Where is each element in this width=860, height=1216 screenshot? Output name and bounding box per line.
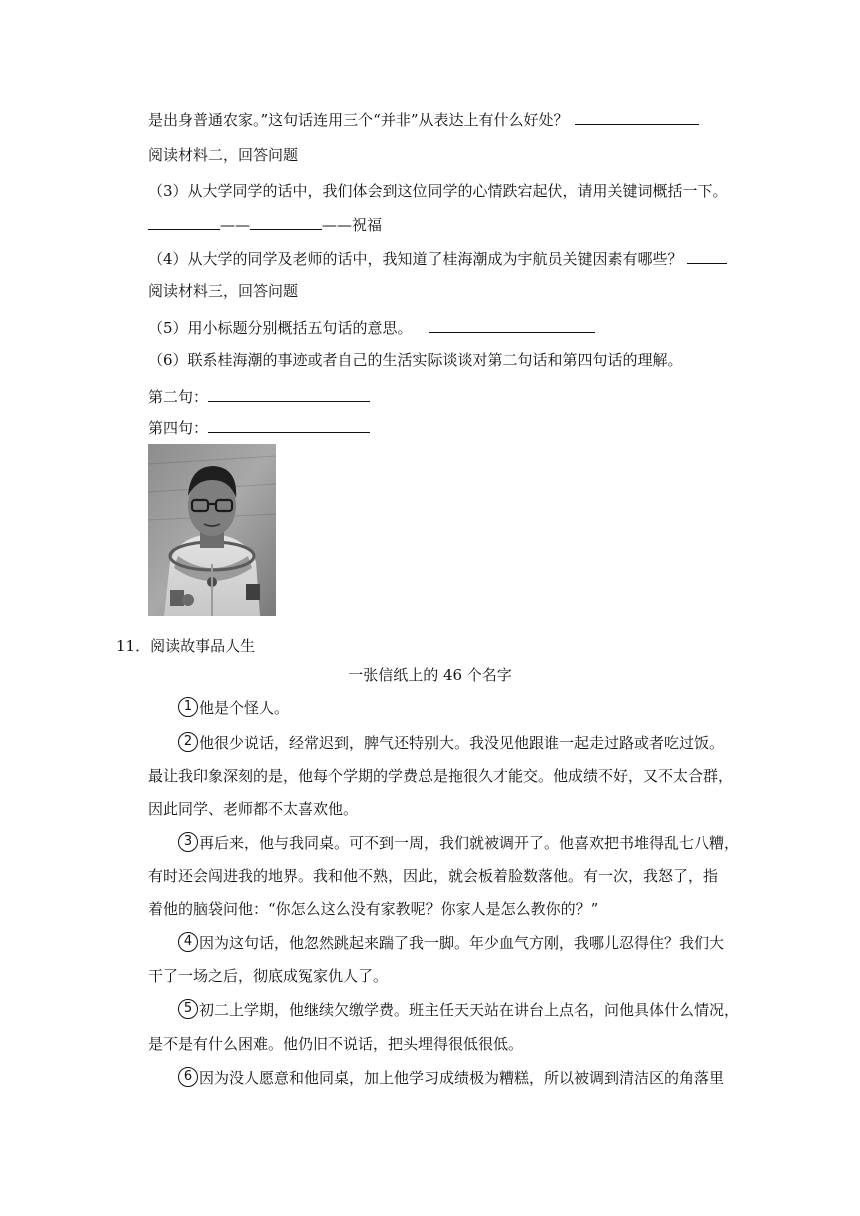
- question-5: [148, 316, 595, 338]
- paragraph-number: 3: [178, 832, 198, 852]
- answer-blank[interactable]: [575, 108, 699, 125]
- paragraph-number: 4: [178, 932, 198, 952]
- paragraph-2-line-3: 因此同学、老师都不太喜欢他。: [148, 800, 359, 818]
- section-instruction: 阅读材料三，回答问题: [148, 282, 299, 300]
- question-line-continuation: [148, 108, 699, 130]
- paragraph-5-line-2: 是不是有什么困难。他仍旧不说话，把头埋得很低很低。: [148, 1035, 524, 1053]
- answer-blank[interactable]: [687, 247, 727, 264]
- paragraph-3-line-2: 有时还会闯进我的地界。我和他不熟，因此，就会板着脸数落他。有一次，我怒了，指: [148, 867, 719, 885]
- dash-blessing: ——祝福: [322, 216, 383, 234]
- dash-separator: ——: [220, 216, 250, 234]
- paragraph-4-line-1: [178, 933, 724, 954]
- section-instruction: 阅读材料二，回答问题: [148, 146, 299, 164]
- paragraph-2-line-1: [178, 733, 724, 754]
- paragraph-4-line-2: 干了一场之后，彻底成冤家仇人了。: [148, 967, 389, 985]
- fourth-sentence-answer: [148, 416, 370, 438]
- question-text: 是出身普通农家。”这句话连用三个“并非”从表达上有什么好处？: [148, 111, 569, 129]
- paragraph-number: 6: [178, 1067, 198, 1087]
- paragraph-text: 初二上学期，他继续欠缴学费。班主任天天站在讲台上点名，问他具体什么情况，: [199, 1001, 740, 1019]
- question-5-text: （5）用小标题分别概括五句话的意思。: [148, 319, 413, 337]
- question-11-heading: 11．阅读故事品人生: [116, 637, 256, 655]
- paragraph-3-line-3: 着他的脑袋问他：“你怎么这么没有家教呢？你家人是怎么教你的？”: [148, 900, 599, 918]
- paragraph-number: 5: [178, 999, 198, 1019]
- answer-blank-2[interactable]: [250, 213, 322, 230]
- paragraph-text: 他很少说话，经常迟到，脾气还特别大。我没见他跟谁一起走过路或者吃过饭。: [199, 734, 725, 752]
- paragraph-6-line-1: [178, 1068, 724, 1089]
- paragraph-3-line-1: [178, 833, 739, 854]
- answer-label: 第二句：: [148, 388, 209, 406]
- question-3: （3）从大学同学的话中，我们体会到这位同学的心情跌宕起伏，请用关键词概括一下。: [148, 182, 728, 200]
- astronaut-photo: [148, 444, 276, 616]
- paragraph-number: 1: [178, 697, 198, 717]
- answer-blank[interactable]: [429, 316, 595, 333]
- answer-blank-1[interactable]: [148, 213, 220, 230]
- answer-blank[interactable]: [208, 416, 370, 433]
- paragraph-text: 再后来，他与我同桌。可不到一周，我们就被调开了。他喜欢把书堆得乱七八糟，: [199, 834, 740, 852]
- paragraph-text: 因为这句话，他忽然跳起来踹了我一脚。年少血气方刚，我哪儿忍得住？我们大: [199, 934, 725, 952]
- second-sentence-answer: [148, 385, 370, 407]
- question-4: [148, 247, 727, 269]
- question-3-answer-line: [148, 213, 382, 235]
- question-4-text: （4）从大学的同学及老师的话中，我知道了桂海潮成为宇航员关键因素有哪些？: [148, 250, 683, 268]
- answer-blank[interactable]: [208, 385, 370, 402]
- answer-label: 第四句：: [148, 419, 209, 437]
- paragraph-number: 2: [178, 732, 198, 752]
- paragraph-2-line-2: 最让我印象深刻的是，他每个学期的学费总是拖很久才能交。他成绩不好，又不太合群，: [148, 767, 734, 785]
- story-title: 一张信纸上的 46 个名字: [348, 666, 512, 684]
- paragraph-text: 他是个怪人。: [199, 699, 290, 717]
- question-6: （6）联系桂海潮的事迹或者自己的生活实际谈谈对第二句话和第四句话的理解。: [148, 351, 683, 369]
- paragraph-text: 因为没人愿意和他同桌，加上他学习成绩极为糟糕，所以被调到清洁区的角落里: [199, 1069, 725, 1087]
- paragraph-1: [178, 698, 289, 719]
- paragraph-5-line-1: [178, 1000, 739, 1021]
